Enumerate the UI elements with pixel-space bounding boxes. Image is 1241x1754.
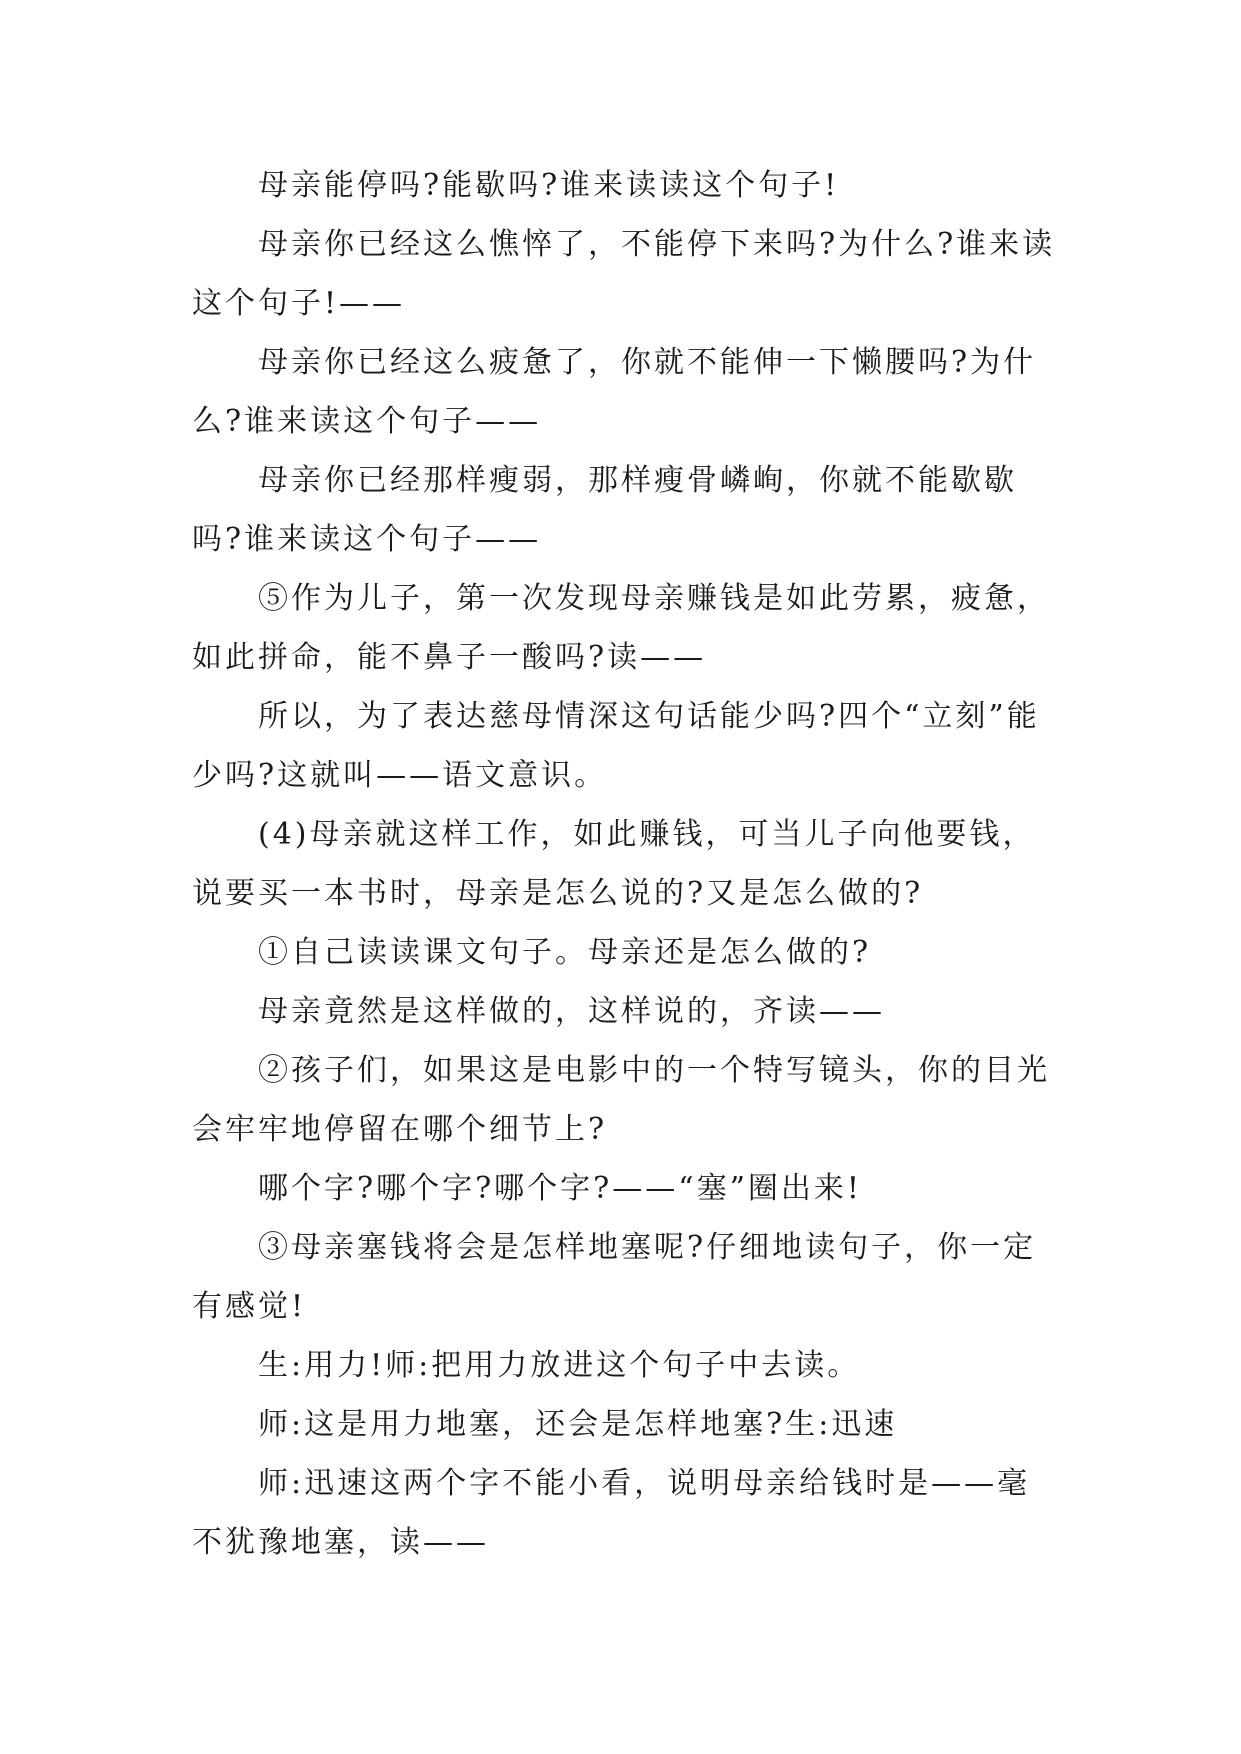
paragraph: 母亲你已经这么憔悴了，不能停下来吗?为什么?谁来读这个句子!——	[192, 227, 1056, 321]
document-body	[192, 156, 1060, 1572]
paragraph: ⑤作为儿子，第一次发现母亲赚钱是如此劳累，疲惫，如此拼命，能不鼻子一酸吗?读——	[192, 581, 1050, 675]
paragraph: 母亲竟然是这样做的，这样说的，齐读——	[258, 994, 885, 1029]
paragraph: 生:用力!师:把用力放进这个句子中去读。	[258, 1348, 861, 1383]
paragraph: 师:迅速这两个字不能小看，说明母亲给钱时是——毫不犹豫地塞，读——	[192, 1466, 1031, 1560]
paragraph: 母亲你已经这么疲惫了，你就不能伸一下懒腰吗?为什么?谁来读这个句子——	[192, 345, 1037, 439]
paragraph: ①自己读读课文句子。母亲还是怎么做的?	[258, 935, 872, 970]
paragraph: 所以，为了表达慈母情深这句话能少吗?四个“立刻”能少吗?这就叫——语文意识。	[192, 699, 1040, 793]
paragraph: (4)母亲就这样工作，如此赚钱，可当儿子向他要钱，说要买一本书时，母亲是怎么说的?又是怎么做的?	[192, 817, 1036, 911]
paragraph: 师:这是用力地塞，还会是怎样地塞?生:迅速	[258, 1407, 898, 1442]
paragraph: ③母亲塞钱将会是怎样地塞呢?仔细地读句子，你一定有感觉!	[192, 1230, 1037, 1324]
paragraph: 母亲你已经那样瘦弱，那样瘦骨嶙峋，你就不能歇歇吗?谁来读这个句子——	[192, 463, 1017, 557]
paragraph: ②孩子们，如果这是电影中的一个特写镜头，你的目光会牢牢地停留在哪个细节上?	[192, 1053, 1050, 1147]
paragraph: 母亲能停吗?能歇吗?谁来读读这个句子!	[258, 168, 840, 203]
paragraph: 哪个字?哪个字?哪个字?——“塞”圈出来!	[258, 1171, 862, 1206]
